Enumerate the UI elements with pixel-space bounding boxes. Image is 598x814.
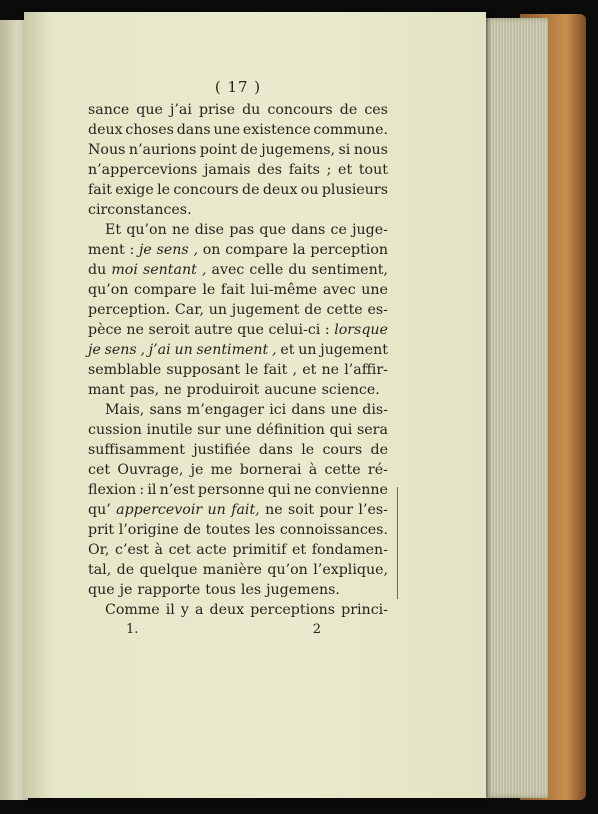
word: quelque (139, 562, 198, 578)
word: jugement (231, 302, 300, 318)
word: ces (364, 102, 388, 118)
text-line (88, 440, 388, 460)
word: dis- (362, 402, 388, 418)
word: du (288, 262, 307, 278)
word: ne (293, 482, 312, 498)
text-line (88, 320, 388, 340)
word: sur (197, 422, 221, 438)
word: j’ai (169, 102, 192, 118)
word: avec (322, 282, 356, 298)
word: Mais, (105, 402, 145, 418)
signature-left: 1. (126, 622, 139, 637)
word: je (139, 242, 152, 258)
word: Comme (105, 602, 160, 618)
word: une (225, 422, 252, 438)
word: j’ai (148, 342, 171, 358)
word: concours (173, 182, 239, 198)
text-line (88, 260, 388, 280)
text-line (88, 240, 388, 260)
word: du (242, 102, 261, 118)
word: es- (367, 302, 388, 318)
word: fait (88, 182, 112, 198)
word: un (298, 342, 317, 358)
word: appercevoir (116, 502, 203, 518)
word: existence (242, 122, 311, 138)
word: et (338, 162, 353, 178)
word: m’engager (186, 402, 265, 418)
word: si (338, 142, 351, 158)
word: pour (319, 502, 354, 518)
word: il (165, 602, 175, 618)
word: les (254, 522, 276, 538)
word: Nous (88, 142, 126, 158)
word: jugemens. (266, 582, 340, 598)
text-line (88, 500, 388, 520)
word: et (302, 362, 317, 378)
text-line (88, 120, 388, 140)
word: perception (310, 242, 388, 258)
word: cussion (88, 422, 142, 438)
word: cours (322, 442, 363, 458)
word: de (183, 522, 201, 538)
text-line (88, 200, 388, 220)
word: semblable (88, 362, 162, 378)
word: qu’on (126, 222, 167, 238)
word: des (257, 162, 283, 178)
word: le (202, 282, 216, 298)
word: je (119, 582, 133, 598)
word: je (190, 462, 204, 478)
word: jugement (320, 342, 388, 358)
word: c’est (115, 542, 149, 558)
word: cette (324, 462, 361, 478)
text-line (88, 580, 388, 600)
word: pèce (88, 322, 122, 338)
signature-marks (126, 622, 321, 637)
word: pas (229, 222, 255, 238)
text-line (88, 380, 388, 400)
word: ici (269, 402, 287, 418)
word: qu’on (88, 282, 129, 298)
word: ne (126, 322, 144, 338)
word: nous (353, 142, 388, 158)
word: ré- (367, 462, 388, 478)
word: lui-même (250, 282, 318, 298)
word: , (272, 342, 277, 358)
word: ne (171, 222, 190, 238)
word: suffisamment (88, 442, 185, 458)
word: connoissances. (279, 522, 388, 538)
word: sentant (142, 262, 197, 278)
word: inutile (146, 422, 193, 438)
word: avec (211, 262, 245, 278)
text-line (88, 480, 388, 500)
text-line (88, 460, 388, 480)
word: fait (220, 282, 245, 298)
word: sans (149, 402, 182, 418)
text-line (88, 420, 388, 440)
word: fait (263, 362, 288, 378)
word: , (140, 342, 145, 358)
word: le (301, 442, 315, 458)
word: et (291, 542, 307, 558)
word: concours (267, 102, 333, 118)
word: soit (288, 502, 315, 518)
word: l’explique, (313, 562, 388, 578)
word: le (157, 182, 170, 198)
word: plusieurs (321, 182, 388, 198)
word: primitif (232, 542, 287, 558)
word: dans (291, 222, 326, 238)
word: que (237, 322, 264, 338)
page-number: ( 17 ) (214, 78, 262, 96)
text-line (88, 300, 388, 320)
word: de (370, 442, 388, 458)
word: de (240, 142, 258, 158)
word: manière (202, 562, 262, 578)
text-line (88, 600, 388, 620)
word: : (129, 242, 135, 258)
word: un (208, 302, 228, 318)
word: compare (134, 282, 197, 298)
word: , (201, 262, 207, 278)
word: aucune (264, 382, 317, 398)
word: perception. (88, 302, 171, 318)
word: me (210, 462, 233, 478)
margin-pencil-mark (397, 487, 398, 599)
word: on (202, 242, 221, 258)
word: sens (156, 242, 189, 258)
word: acte (196, 542, 227, 558)
text-line (88, 400, 388, 420)
word: de (339, 102, 358, 118)
word: à (308, 462, 318, 478)
word: dans (258, 442, 293, 458)
word: ce (330, 222, 347, 238)
word: qui (329, 422, 353, 438)
word: du (88, 262, 107, 278)
word: mant (88, 382, 125, 398)
word: deux (209, 602, 245, 618)
text-line (88, 520, 388, 540)
word: l’origine (118, 522, 179, 538)
word: seroit (148, 322, 190, 338)
word: point (199, 142, 237, 158)
word: je (88, 342, 101, 358)
word: lorsque (334, 322, 388, 338)
word: produiroit (186, 382, 260, 398)
word: n’est (159, 482, 195, 498)
word: fondamen- (311, 542, 388, 558)
word: il (147, 482, 157, 498)
word: dans (176, 122, 211, 138)
word: Et (105, 222, 122, 238)
word: sera (357, 422, 388, 438)
word: toutes (205, 522, 251, 538)
signature-right: 2 (312, 622, 321, 637)
word: n’appercevions (88, 162, 198, 178)
word: et (280, 342, 295, 358)
word: exige (115, 182, 154, 198)
word: ne (265, 502, 283, 518)
word: rapporte (137, 582, 201, 598)
word: science. (321, 382, 380, 398)
word: tal, (88, 562, 112, 578)
word: Car, (174, 302, 204, 318)
word: l’affir- (344, 362, 388, 378)
page-text-block (88, 78, 388, 637)
word: commune. (313, 122, 388, 138)
word: compare (225, 242, 288, 258)
word: cet (168, 542, 191, 558)
word: que (88, 582, 115, 598)
word: : (324, 322, 330, 338)
word: convienne (314, 482, 388, 498)
word: choses (125, 122, 174, 138)
word: faits (288, 162, 320, 178)
word: ou (300, 182, 319, 198)
text-lines (88, 100, 388, 620)
word: cet (88, 462, 111, 478)
word: prit (88, 522, 115, 538)
word: perceptions (250, 602, 336, 618)
word: qu’on (267, 562, 308, 578)
word: fait, (231, 502, 260, 518)
word: le (245, 362, 259, 378)
word: , (292, 362, 298, 378)
word: y (180, 602, 189, 618)
word: sance (88, 102, 130, 118)
word: de (242, 182, 260, 198)
word: ne (321, 362, 340, 378)
word: deux (88, 122, 123, 138)
word: les (240, 582, 262, 598)
word: justifiée (193, 442, 251, 458)
word: que (136, 102, 163, 118)
word: la (292, 242, 306, 258)
word: qu’ (88, 502, 111, 518)
word: l’es- (358, 502, 388, 518)
word: Or, (88, 542, 110, 558)
word: deux (262, 182, 298, 198)
word: circonstances. (88, 202, 192, 218)
word: moi (111, 262, 138, 278)
word: ne (164, 382, 182, 398)
text-line (88, 160, 388, 180)
word: à (154, 542, 163, 558)
word: sens (104, 342, 137, 358)
word: celle (249, 262, 284, 278)
word: flexion (88, 482, 137, 498)
text-line (88, 100, 388, 120)
text-line (88, 140, 388, 160)
text-line (88, 540, 388, 560)
word: jugemens, (261, 142, 336, 158)
word: autre (194, 322, 233, 338)
word: princi- (341, 602, 388, 618)
page-stack-edges (482, 18, 548, 798)
word: , (193, 242, 198, 258)
text-line (88, 280, 388, 300)
word: tous (205, 582, 236, 598)
word: tout (358, 162, 388, 178)
word: définition (256, 422, 325, 438)
text-line (88, 180, 388, 200)
word: prise (198, 102, 236, 118)
word: ; (326, 162, 332, 178)
text-line (88, 560, 388, 580)
word: jamais (203, 162, 251, 178)
text-line (88, 360, 388, 380)
word: une (213, 122, 241, 138)
word: un (207, 502, 226, 518)
word: supposant (166, 362, 241, 378)
word: sentiment (196, 342, 269, 358)
word: une (330, 402, 358, 418)
word: Ouvrage, (117, 462, 184, 478)
word: celui-ci (268, 322, 321, 338)
word: dans (291, 402, 326, 418)
word: : (139, 482, 145, 498)
word: ment (88, 242, 125, 258)
text-line (88, 340, 388, 360)
word: une (361, 282, 388, 298)
word: dise (194, 222, 225, 238)
word: personne (197, 482, 265, 498)
word: sentiment, (311, 262, 388, 278)
word: de (116, 562, 135, 578)
word: bornerai (239, 462, 302, 478)
word: pas, (129, 382, 160, 398)
word: un (174, 342, 193, 358)
word: que (259, 222, 287, 238)
text-line (88, 220, 388, 240)
word: de (304, 302, 322, 318)
word: cette (326, 302, 363, 318)
word: qui (267, 482, 291, 498)
word: n’aurions (128, 142, 197, 158)
word: juge- (352, 222, 388, 238)
word: a (194, 602, 204, 618)
